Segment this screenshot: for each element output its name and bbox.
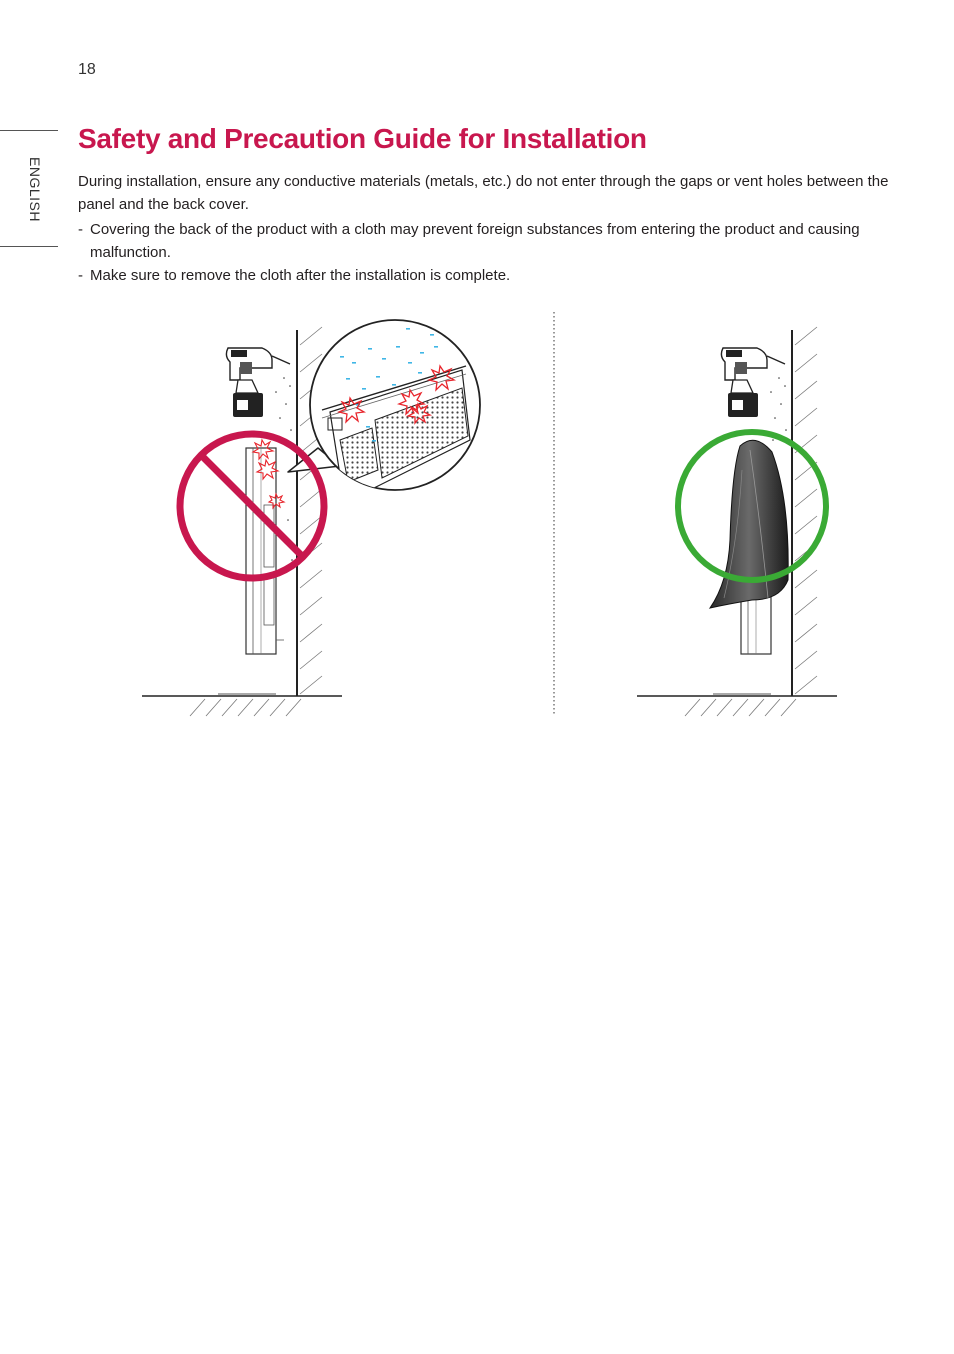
bullet-dash: -: [78, 267, 83, 284]
side-tab-top-rule: [0, 130, 58, 131]
bullet-text: Covering the back of the product with a cloth may prevent foreign substances from entering the product and causing malfunction.: [90, 221, 860, 261]
section-title: Safety and Precaution Guide for Installation: [78, 123, 647, 154]
installation-illustration: [0, 300, 954, 720]
wall: [792, 327, 817, 696]
incorrect-installation-panel: [142, 320, 480, 716]
correct-installation-panel: [637, 327, 837, 716]
list-item: [78, 219, 908, 264]
precaution-list: [78, 219, 908, 288]
intro-paragraph: During installation, ensure any conductive materials (metals, etc.) do not enter through the gaps or vent holes between the panel and the back cover.: [78, 173, 889, 213]
display-side-view: [246, 448, 284, 654]
floor: [637, 694, 837, 716]
drill-icon: [226, 348, 290, 417]
drill-icon: [721, 348, 785, 417]
language-tab: ENGLISH: [27, 157, 43, 222]
floor: [142, 694, 342, 716]
list-item: [78, 265, 908, 288]
bullet-dash: -: [78, 221, 83, 238]
page-number: 18: [78, 61, 96, 78]
side-tab-bottom-rule: [0, 246, 58, 247]
bullet-text: Make sure to remove the cloth after the installation is complete.: [90, 267, 511, 284]
